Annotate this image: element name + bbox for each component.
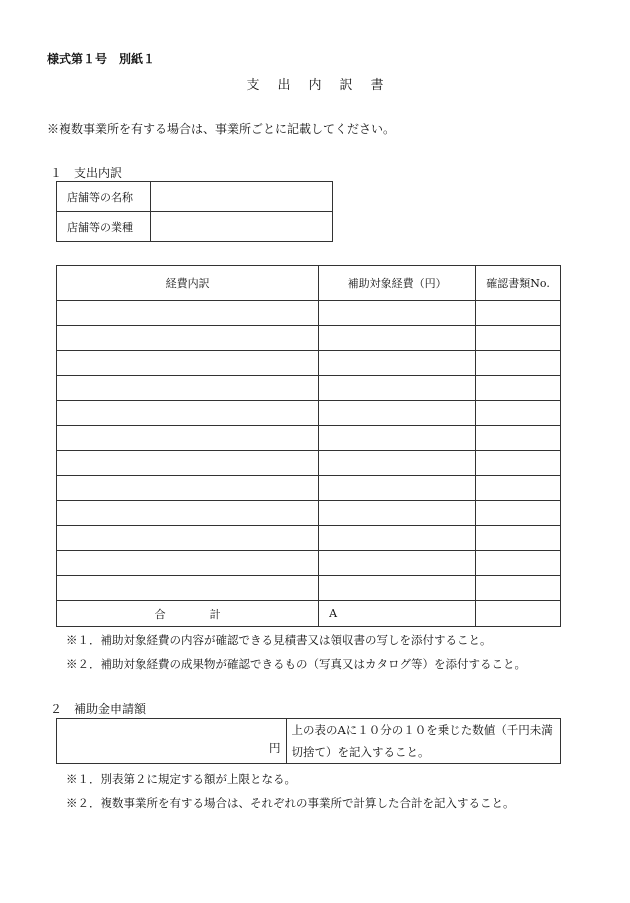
document-no-cell[interactable] — [476, 451, 561, 476]
grant-row — [57, 719, 561, 764]
grant-table — [56, 718, 561, 764]
eligible-cost-cell[interactable] — [319, 501, 476, 526]
table-row — [57, 326, 561, 351]
total-label: 合 計 — [57, 601, 319, 627]
document-no-cell[interactable] — [476, 501, 561, 526]
top-note: ※複数事業所を有する場合は、事業所ごとに記載してください。 — [47, 122, 396, 136]
expense-item-cell[interactable] — [57, 501, 319, 526]
page-title: 支出内訳書 — [246, 78, 402, 93]
total-value: A — [319, 601, 476, 627]
shop-info-table — [56, 181, 333, 242]
section1-note-2: ※２．補助対象経費の成果物が確認できるもの（写真又はカタログ等）を添付すること。 — [66, 657, 526, 671]
document-no-cell[interactable] — [476, 551, 561, 576]
shop-name-input[interactable] — [151, 182, 333, 212]
eligible-cost-cell[interactable] — [319, 301, 476, 326]
table-row — [57, 526, 561, 551]
expense-item-cell[interactable] — [57, 551, 319, 576]
document-no-cell[interactable] — [476, 351, 561, 376]
expense-table — [56, 265, 561, 627]
table-row — [57, 501, 561, 526]
document-no-cell[interactable] — [476, 426, 561, 451]
document-no-cell[interactable] — [476, 576, 561, 601]
eligible-cost-cell[interactable] — [319, 451, 476, 476]
table-row — [57, 451, 561, 476]
document-no-cell[interactable] — [476, 401, 561, 426]
expense-header-row — [57, 266, 561, 301]
expense-item-cell[interactable] — [57, 376, 319, 401]
header-expense-item: 経費内訳 — [57, 266, 319, 301]
eligible-cost-cell[interactable] — [319, 376, 476, 401]
table-row — [57, 426, 561, 451]
expense-item-cell[interactable] — [57, 426, 319, 451]
shop-type-row — [57, 212, 333, 242]
eligible-cost-cell[interactable] — [319, 551, 476, 576]
eligible-cost-cell[interactable] — [319, 526, 476, 551]
expense-item-cell[interactable] — [57, 301, 319, 326]
shop-name-label: 店舗等の名称 — [57, 182, 151, 212]
eligible-cost-cell[interactable] — [319, 326, 476, 351]
document-no-cell[interactable] — [476, 326, 561, 351]
document-no-cell[interactable] — [476, 526, 561, 551]
table-row — [57, 576, 561, 601]
eligible-cost-cell[interactable] — [319, 476, 476, 501]
document-no-cell[interactable] — [476, 476, 561, 501]
expense-item-cell[interactable] — [57, 451, 319, 476]
yen-unit: 円 — [268, 741, 281, 755]
eligible-cost-cell[interactable] — [319, 351, 476, 376]
table-row — [57, 376, 561, 401]
section2-note-1: ※１．別表第２に規定する額が上限となる。 — [66, 772, 296, 786]
shop-name-row — [57, 182, 333, 212]
table-row — [57, 551, 561, 576]
grant-instruction: 上の表のAに１０分の１０を乗じた数値（千円未満切捨て）を記入すること。 — [287, 719, 561, 764]
expense-item-cell[interactable] — [57, 526, 319, 551]
expense-item-cell[interactable] — [57, 476, 319, 501]
expense-item-cell[interactable] — [57, 351, 319, 376]
total-doc-cell[interactable] — [476, 601, 561, 627]
section1-heading: １ 支出内訳 — [50, 166, 123, 180]
eligible-cost-cell[interactable] — [319, 426, 476, 451]
total-row — [57, 601, 561, 627]
table-row — [57, 401, 561, 426]
header-eligible-cost: 補助対象経費（円） — [319, 266, 476, 301]
document-no-cell[interactable] — [476, 301, 561, 326]
shop-type-label: 店舗等の業種 — [57, 212, 151, 242]
section1-note-1: ※１．補助対象経費の内容が確認できる見積書又は領収書の写しを添付すること。 — [66, 633, 492, 647]
grant-amount-input[interactable] — [57, 719, 287, 764]
eligible-cost-cell[interactable] — [319, 576, 476, 601]
section2-note-2: ※２．複数事業所を有する場合は、それぞれの事業所で計算した合計を記入すること。 — [66, 796, 515, 810]
header-document-no: 確認書類No. — [476, 266, 561, 301]
expense-item-cell[interactable] — [57, 576, 319, 601]
table-row — [57, 351, 561, 376]
expense-item-cell[interactable] — [57, 401, 319, 426]
document-no-cell[interactable] — [476, 376, 561, 401]
table-row — [57, 301, 561, 326]
eligible-cost-cell[interactable] — [319, 401, 476, 426]
shop-type-input[interactable] — [151, 212, 333, 242]
expense-item-cell[interactable] — [57, 326, 319, 351]
table-row — [57, 476, 561, 501]
form-id: 様式第１号 別紙１ — [47, 52, 156, 66]
section2-heading: ２ 補助金申請額 — [50, 702, 147, 716]
